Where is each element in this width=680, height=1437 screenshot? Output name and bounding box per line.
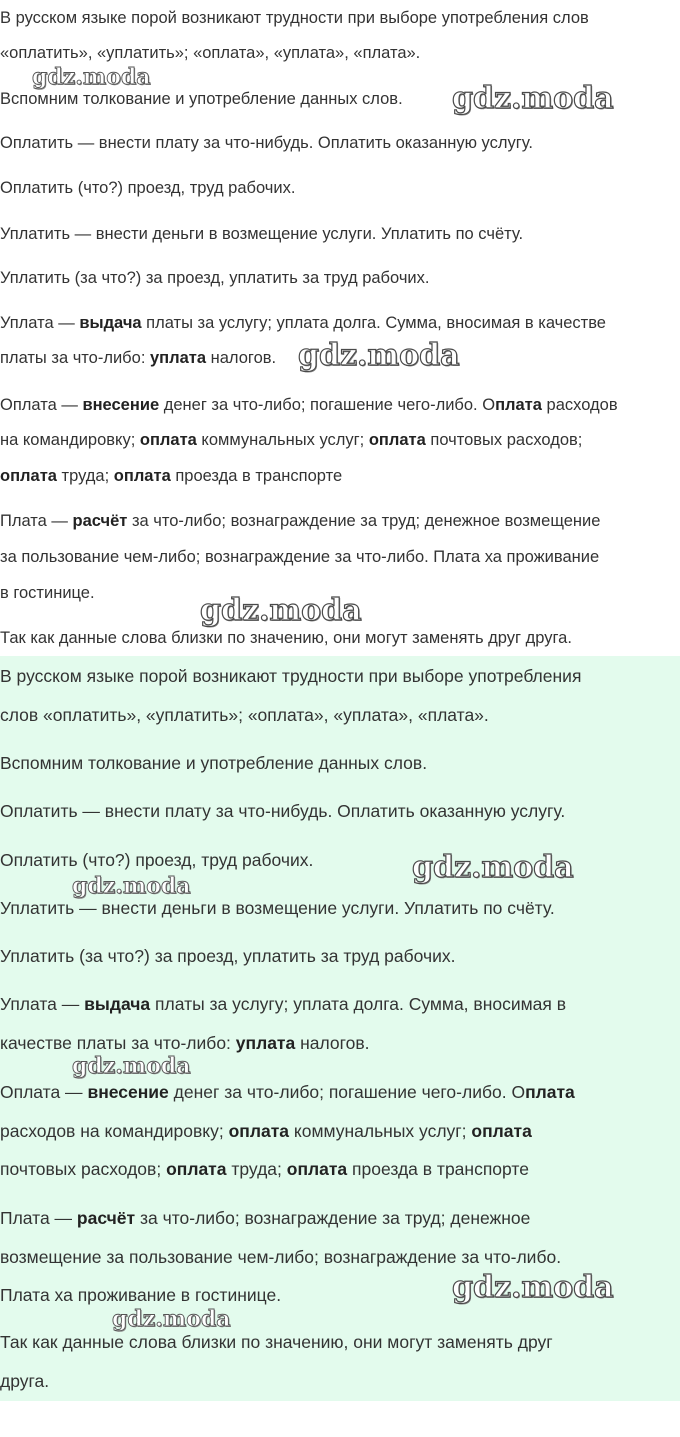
paragraph-conclusion: Так как данные слова близки по значению, они могут заменять друг друга.	[0, 629, 572, 647]
paragraph-oplatit-usage: Оплатить (что?) проезд, труд рабочих.	[0, 179, 296, 197]
paragraph-oplata-line1: Оплата — внесение денег за что-либо; погашение чего-либо. Оплата	[0, 1082, 575, 1102]
paragraph-uplatit-definition: Уплатить — внести деньги в возмещение услуги. Уплатить по счёту.	[0, 225, 524, 243]
paragraph-intro-line1: В русском языке порой возникают трудности при выборе употребления	[0, 666, 582, 686]
paragraph-plata-line3: Плата ха проживание в гостинице.	[0, 1285, 282, 1305]
paragraph-plata-line2: за пользование чем-либо; вознаграждение за что-либо. Плата ха проживание	[0, 548, 600, 566]
paragraph-uplatit-usage: Уплатить (за что?) за проезд, уплатить за труд рабочих.	[0, 269, 430, 287]
watermark-logo: gdz.moda	[412, 850, 574, 885]
watermark-logo: gdz.moda	[32, 64, 151, 90]
paragraph-uplata-line1: Уплата — выдача платы за услугу; уплата долга. Сумма, вносимая в	[0, 994, 567, 1014]
paragraph-recall: Вспомним толкование и употребление данных слов.	[0, 753, 428, 773]
watermark-logo: gdz.moda	[112, 1306, 231, 1332]
paragraph-oplata-line3: оплата труда; оплата проезда в транспорте	[0, 467, 343, 485]
paragraph-oplatit-definition: Оплатить — внести плату за что-нибудь. Оплатить оказанную услугу.	[0, 134, 533, 152]
paragraph-oplatit-definition: Оплатить — внести плату за что-нибудь. Оплатить оказанную услугу.	[0, 801, 566, 821]
paragraph-uplata-line2: платы за что-либо: уплата налогов.	[0, 349, 277, 367]
paragraph-uplata-line2: качестве платы за что-либо: уплата налогов.	[0, 1033, 370, 1053]
paragraph-intro-line2: «оплатить», «уплатить»; «оплата», «уплата», «плата».	[0, 44, 421, 62]
watermark-logo: gdz.moda	[200, 593, 362, 628]
watermark-logo: gdz.moda	[452, 81, 614, 116]
paragraph-plata-line1: Плата — расчёт за что-либо; вознаграждение за труд; денежное	[0, 1208, 531, 1228]
paragraph-intro-line2: слов «оплатить», «уплатить»; «оплата», «уплата», «плата».	[0, 705, 489, 725]
paragraph-uplatit-usage: Уплатить (за что?) за проезд, уплатить за труд рабочих.	[0, 946, 456, 966]
paragraph-oplatit-usage: Оплатить (что?) проезд, труд рабочих.	[0, 850, 314, 870]
paragraph-uplata-line1: Уплата — выдача платы за услугу; уплата долга. Сумма, вносимая в качестве	[0, 314, 606, 332]
watermark-logo: gdz.moda	[452, 1270, 614, 1305]
paragraph-oplata-line1: Оплата — внесение денег за что-либо; погашение чего-либо. Оплата расходов	[0, 396, 618, 414]
paragraph-plata-line2: возмещение за пользование чем-либо; вознаграждение за что-либо.	[0, 1247, 562, 1267]
paragraph-plata-line1: Плата — расчёт за что-либо; вознаграждение за труд; денежное возмещение	[0, 512, 601, 530]
watermark-logo: gdz.moda	[72, 1053, 191, 1079]
paragraph-uplatit-definition: Уплатить — внести деньги в возмещение услуги. Уплатить по счёту.	[0, 898, 555, 918]
paragraph-conclusion-line2: друга.	[0, 1371, 50, 1391]
paragraph-conclusion-line1: Так как данные слова близки по значению, они могут заменять друг	[0, 1332, 553, 1352]
watermark-logo: gdz.moda	[298, 338, 460, 373]
paragraph-oplata-line3: почтовых расходов; оплата труда; оплата проезда в транспорте	[0, 1159, 529, 1179]
paragraph-intro-line1: В русском языке порой возникают трудности при выборе употребления слов	[0, 9, 589, 27]
paragraph-oplata-line2: расходов на командировку; оплата коммунальных услуг; оплата	[0, 1121, 532, 1141]
watermark-logo: gdz.moda	[72, 873, 191, 899]
paragraph-plata-line3: в гостинице.	[0, 584, 95, 602]
paragraph-recall: Вспомним толкование и употребление данных слов.	[0, 90, 403, 108]
paragraph-oplata-line2: на командировку; оплата коммунальных услуг; оплата почтовых расходов;	[0, 431, 583, 449]
